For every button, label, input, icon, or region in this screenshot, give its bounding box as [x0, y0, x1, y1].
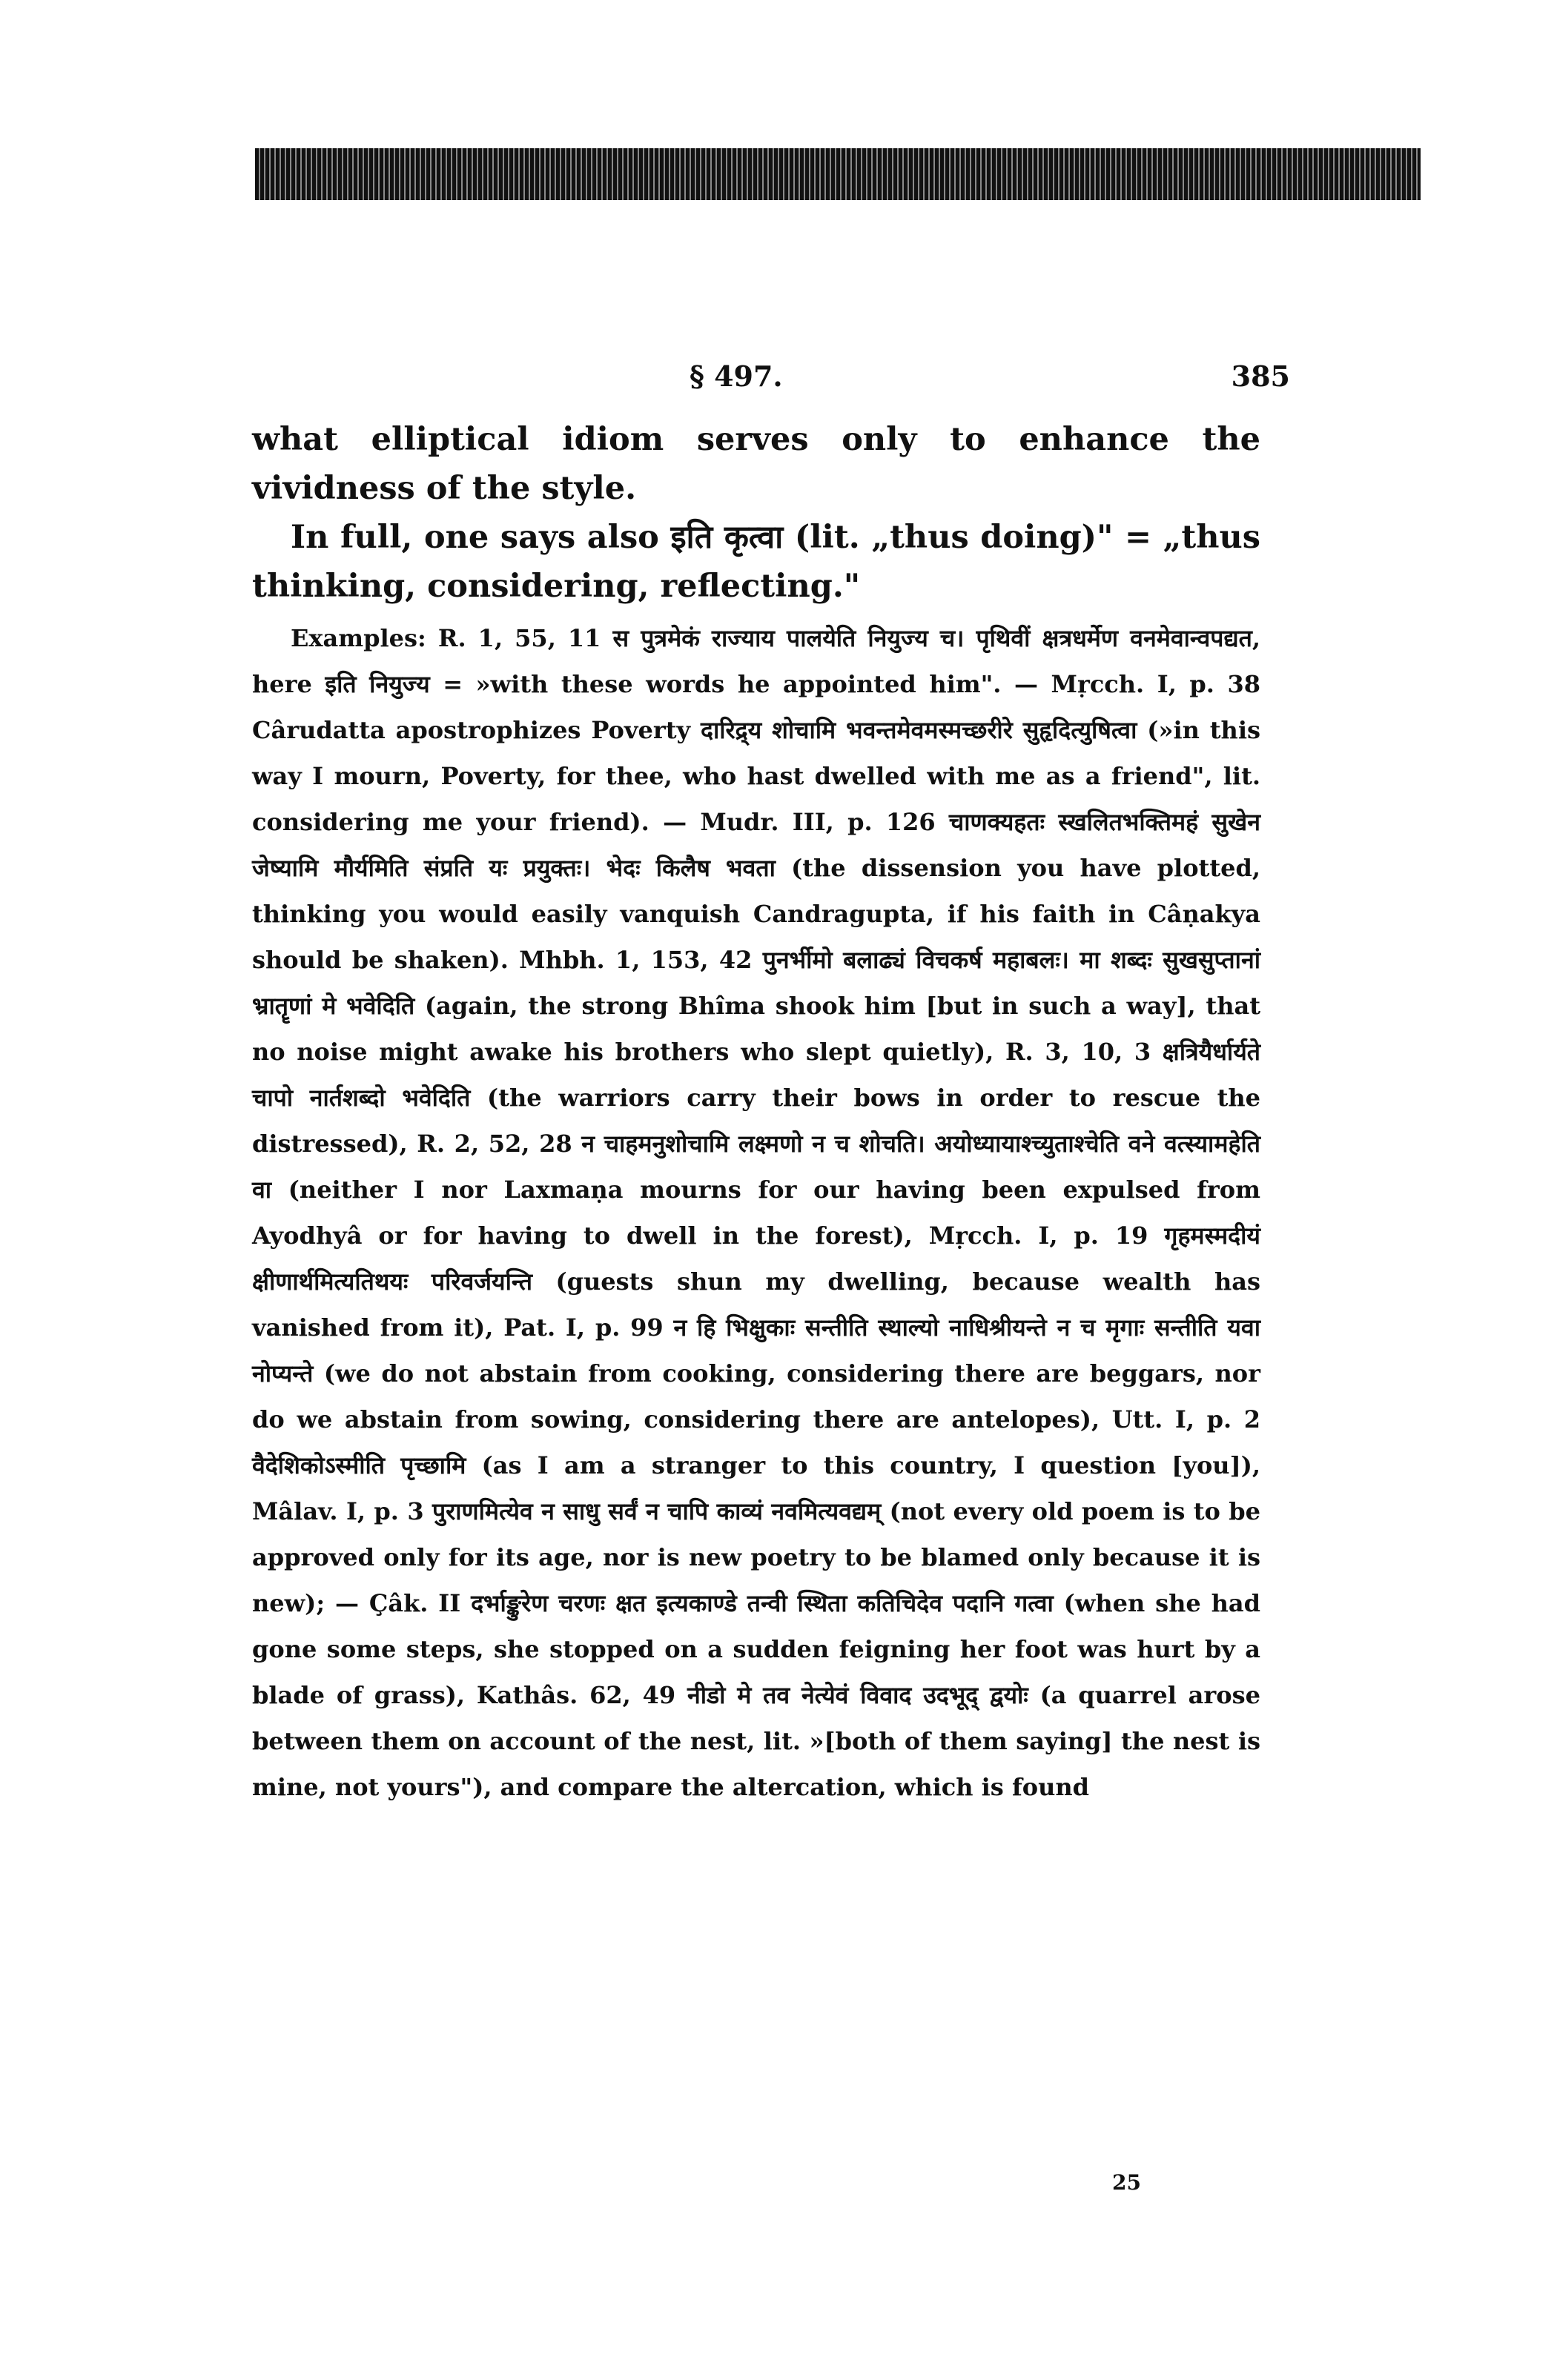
- section-number: § 497.: [690, 359, 783, 393]
- paragraph-definition: In full, one says also इति कृत्वा (lit. „thus doing)" = „thus thinking, considering, reflecting.": [252, 519, 1260, 605]
- running-head: [252, 359, 1290, 404]
- signature-mark: 25: [1112, 2170, 1141, 2195]
- scan-border-bar: [255, 148, 1421, 200]
- paragraph-continuation: what elliptical idiom serves only to enhance the vividness of the style.: [252, 421, 1260, 507]
- paragraph-examples: Examples: R. 1, 55, 11 स पुत्रमेकं राज्याय पालयेति नियुज्य च। पृथिवीं क्षत्रधर्मेण वनमेवान्वपद्यत, here इति नियुज्य = »with these words he appointed him". — Mṛcch. I, p. 38 Cârudatta apostrophizes Poverty दारिद्र्य शोचामि भवन्तमेवमस्मच्छरीरे सुहृदित्युषित्वा (»in this way I mourn, Poverty, for thee, who hast dwelled with me as a friend", lit. considering me your friend). — Mudr. III, p. 126 चाणक्यहतः स्खलितभक्तिमहं सुखेन जेष्यामि मौर्यमिति संप्रति यः प्रयुक्तः। भेदः किलैष भवता (the dissension you have plotted, thinking you would easily vanquish Candragupta, if his faith in Câṇakya should be shaken). Mhbh. 1, 153, 42 पुनर्भीमो बलाढ्यं विचकर्ष महाबलः। मा शब्दः सुखसुप्तानां भ्रातॄणां मे भवेदिति (again, the strong Bhîma shook him [but in such a way], that no noise might awake his brothers who slept quietly), R. 3, 10, 3 क्षत्रियैर्धार्यते चापो नार्तशब्दो भवेदिति (the warriors carry their bows in order to rescue the distressed), R. 2, 52, 28 न चाहमनुशोचामि लक्ष्मणो न च शोचति। अयोध्यायाश्च्युताश्चेति वने वत्स्यामहेति वा (neither I nor Laxmaṇa mourns for our having been expulsed from Ayodhyâ or for having to dwell in the forest), Mṛcch. I, p. 19 गृहमस्मदीयं क्षीणार्थमित्यतिथयः परिवर्जयन्ति (guests shun my dwelling, because wealth has vanished from it), Pat. I, p. 99 न हि भिक्षुकाः सन्तीति स्थाल्यो नाधिश्रीयन्ते न च मृगाः सन्तीति यवा नोप्यन्ते (we do not abstain from cooking, considering there are beggars, nor do we abstain from sowing, considering there are antelopes), Utt. I, p. 2 वैदेशिकोऽस्मीति पृच्छामि (as I am a stranger to this country, I question [you]), Mâlav. I, p. 3 पुराणमित्येव न साधु सर्वं न चापि काव्यं नवमित्यवद्यम् (not every old poem is to be approved only for its age, nor is new poetry to be blamed only because it is new); — Çâk. II दर्भाङ्कुरेण चरणः क्षत इत्यकाण्डे तन्वी स्थिता कतिचिदेव पदानि गत्वा (when she had gone some steps, she stopped on a sudden feigning her foot was hurt by a blade of grass), Kathâs. 62, 49 नीडो मे तव नेत्येवं विवाद उदभूद् द्वयोः (a quarrel arose between them on account of the nest, lit. »[both of them saying] the nest is mine, not yours"), and compare the altercation, which is found: [252, 624, 1260, 1801]
- page-number: 385: [1231, 359, 1290, 393]
- page-body: [252, 415, 1260, 1810]
